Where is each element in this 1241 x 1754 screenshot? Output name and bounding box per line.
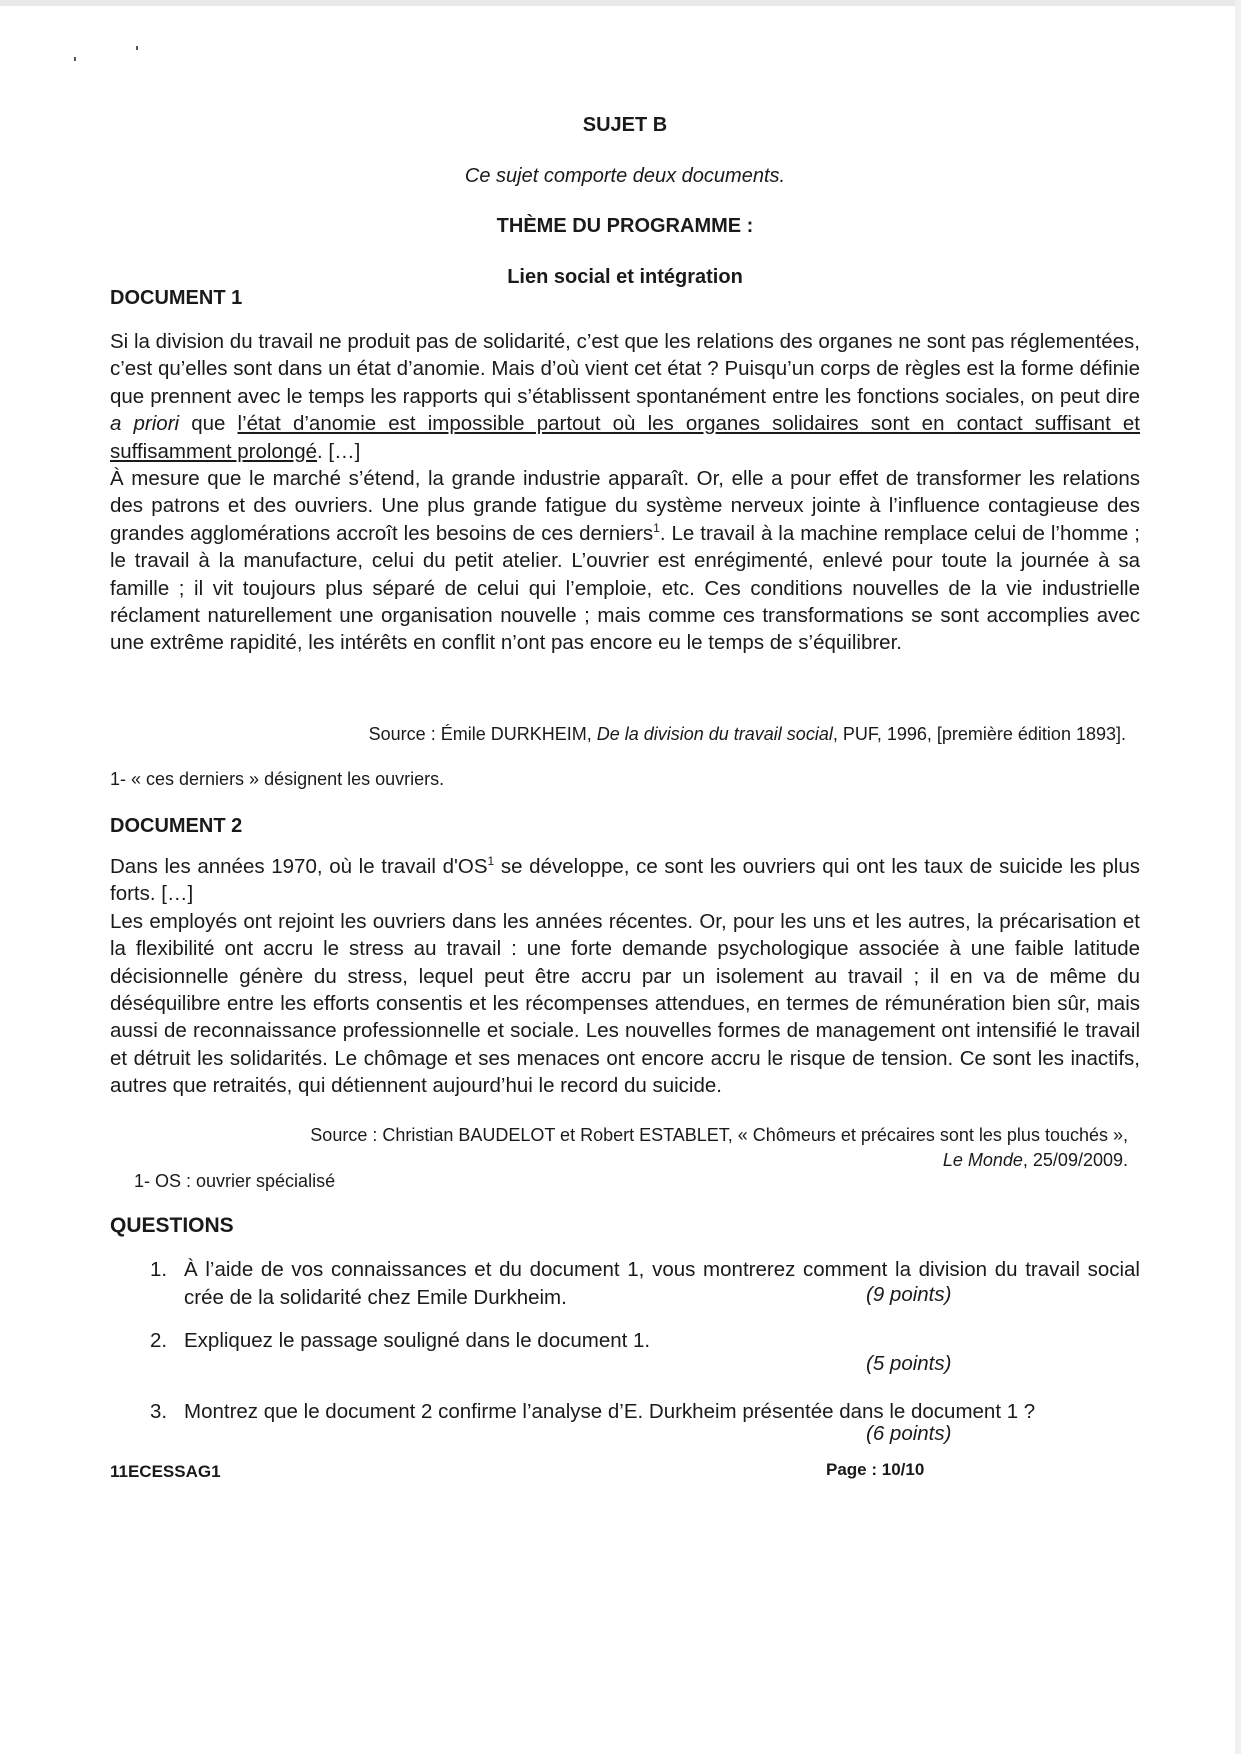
exam-code: 11ECESSAG1 — [110, 1462, 221, 1481]
document1-footnote: 1- « ces derniers » désignent les ouvriers. — [110, 769, 445, 789]
question-1: 1. À l’aide de vos connaissances et du document 1, vous montrerez comment la division du travail social crée de la solidarité chez Emile Durkheim. — [150, 1258, 1140, 1309]
document2-text — [110, 853, 1140, 1100]
page-number: Page : 10/10 — [826, 1460, 925, 1479]
footnote-marker: 1 — [653, 521, 660, 536]
document2-title: DOCUMENT 2 — [110, 815, 243, 837]
question-2: 2. Expliquez le passage souligné dans le document 1. — [150, 1329, 651, 1352]
document1-text — [110, 328, 1140, 657]
question-1-points: (9 points) — [866, 1283, 952, 1306]
scan-top-edge — [0, 0, 1241, 6]
questions-title: QUESTIONS — [110, 1214, 234, 1237]
document1-source: Source : Émile DURKHEIM, De la division du travail social, PUF, 1996, [première édition 1893]. — [368, 724, 1126, 744]
scan-right-edge — [1235, 0, 1241, 1754]
document2-source: Source : Christian BAUDELOT et Robert ESTABLET, « Chômeurs et précaires sont les plus touchés », Le Monde, 25/09/2009. — [310, 1125, 1128, 1170]
question-2-points: (5 points) — [866, 1352, 952, 1375]
footnote-marker: 1 — [487, 854, 495, 869]
question-3-points: (6 points) — [866, 1422, 952, 1445]
sujet-title: SUJET B — [582, 114, 668, 136]
document2-paragraph-2: Les employés ont rejoint les ouvriers dans les années récentes. Or, pour les uns et les autres, la précarisation et la flexibilité ont accru le stress au travail : une forte demande psychologique associée à une faible latitude décisionnelle génère du stress, lequel peut être accru par un isolement au travail ; il en va de même du déséquilibre entre les efforts consentis et les récompenses attendues, en termes de rémunération bien sûr, mais aussi de reconnaissance professionnelle et sociale. Les nouvelles formes de management ont intensifié le travail et détruit les solidarités. Le chômage et ses menaces ont encore accru le risque de tension. Ce sont les inactifs, autres que retraités, qui détiennent aujourd’hui le record du suicide. — [110, 909, 1140, 1098]
theme-heading: THÈME DU PROGRAMME : — [496, 215, 754, 237]
scan-speck — [136, 46, 138, 50]
document1-paragraph-2: À mesure que le marché s’étend, la grande industrie apparaît. Or, elle a pour effet de transformer les relations des patrons et des ouvriers. Une plus grande fatigue du système nerveux jointe à l’influence contagieuse des grandes agglomérations accroît les besoins de ces derniers$^1$. Le travail à la machine remplace celui de l’homme ; le travail à la manufacture, celui du petit atelier. L’ouvrier est enrégimenté, enlevé pour toute la journée à sa famille ; il vit toujours plus séparé de celui qui l’emploie, etc. Ces conditions nouvelles de la vie industrielle réclament naturellement une organisation nouvelle ; mais comme ces transformations se sont accomplies avec une extrême rapidité, les intérêts en conflit n’ont pas encore eu le temps de s’équilibrer. — [110, 467, 1140, 655]
scan-speck — [74, 57, 76, 61]
document1-title: DOCUMENT 1 — [110, 287, 243, 309]
underlined-passage: l’état d’anomie est impossible partout où les organes solidaires sont en contact suffisant et suffisamment prolongé — [110, 412, 1140, 463]
document1-paragraph-1: Si la division du travail ne produit pas de solidarité, c’est que les relations des organes ne sont pas réglementées, c’est qu’elles sont dans un état d’anomie. Mais d’où vient cet état ? Puisqu’un corps de règles est la forme définie que prennent avec le temps les rapports qui s’établissent spontanément entre les fonctions sociales, on peut dire a priori que l’état d’anomie est impossible partout où les organes solidaires sont en contact suffisant et suffisamment prolongé. […] — [110, 330, 1140, 463]
question-3: 3. Montrez que le document 2 confirme l’analyse d’E. Durkheim présentée dans le document 1 ? — [150, 1400, 1036, 1423]
theme-topic: Lien social et intégration — [507, 266, 743, 288]
document2-paragraph-1: Dans les années 1970, où le travail $d'OS^1$ se développe, ce sont les ouvriers qui ont les taux de suicide les plus forts. […] — [110, 854, 1140, 906]
sujet-subtitle: Ce sujet comporte deux documents. — [464, 165, 786, 187]
document2-footnote: 1- OS : ouvrier spécialisé — [134, 1171, 336, 1191]
